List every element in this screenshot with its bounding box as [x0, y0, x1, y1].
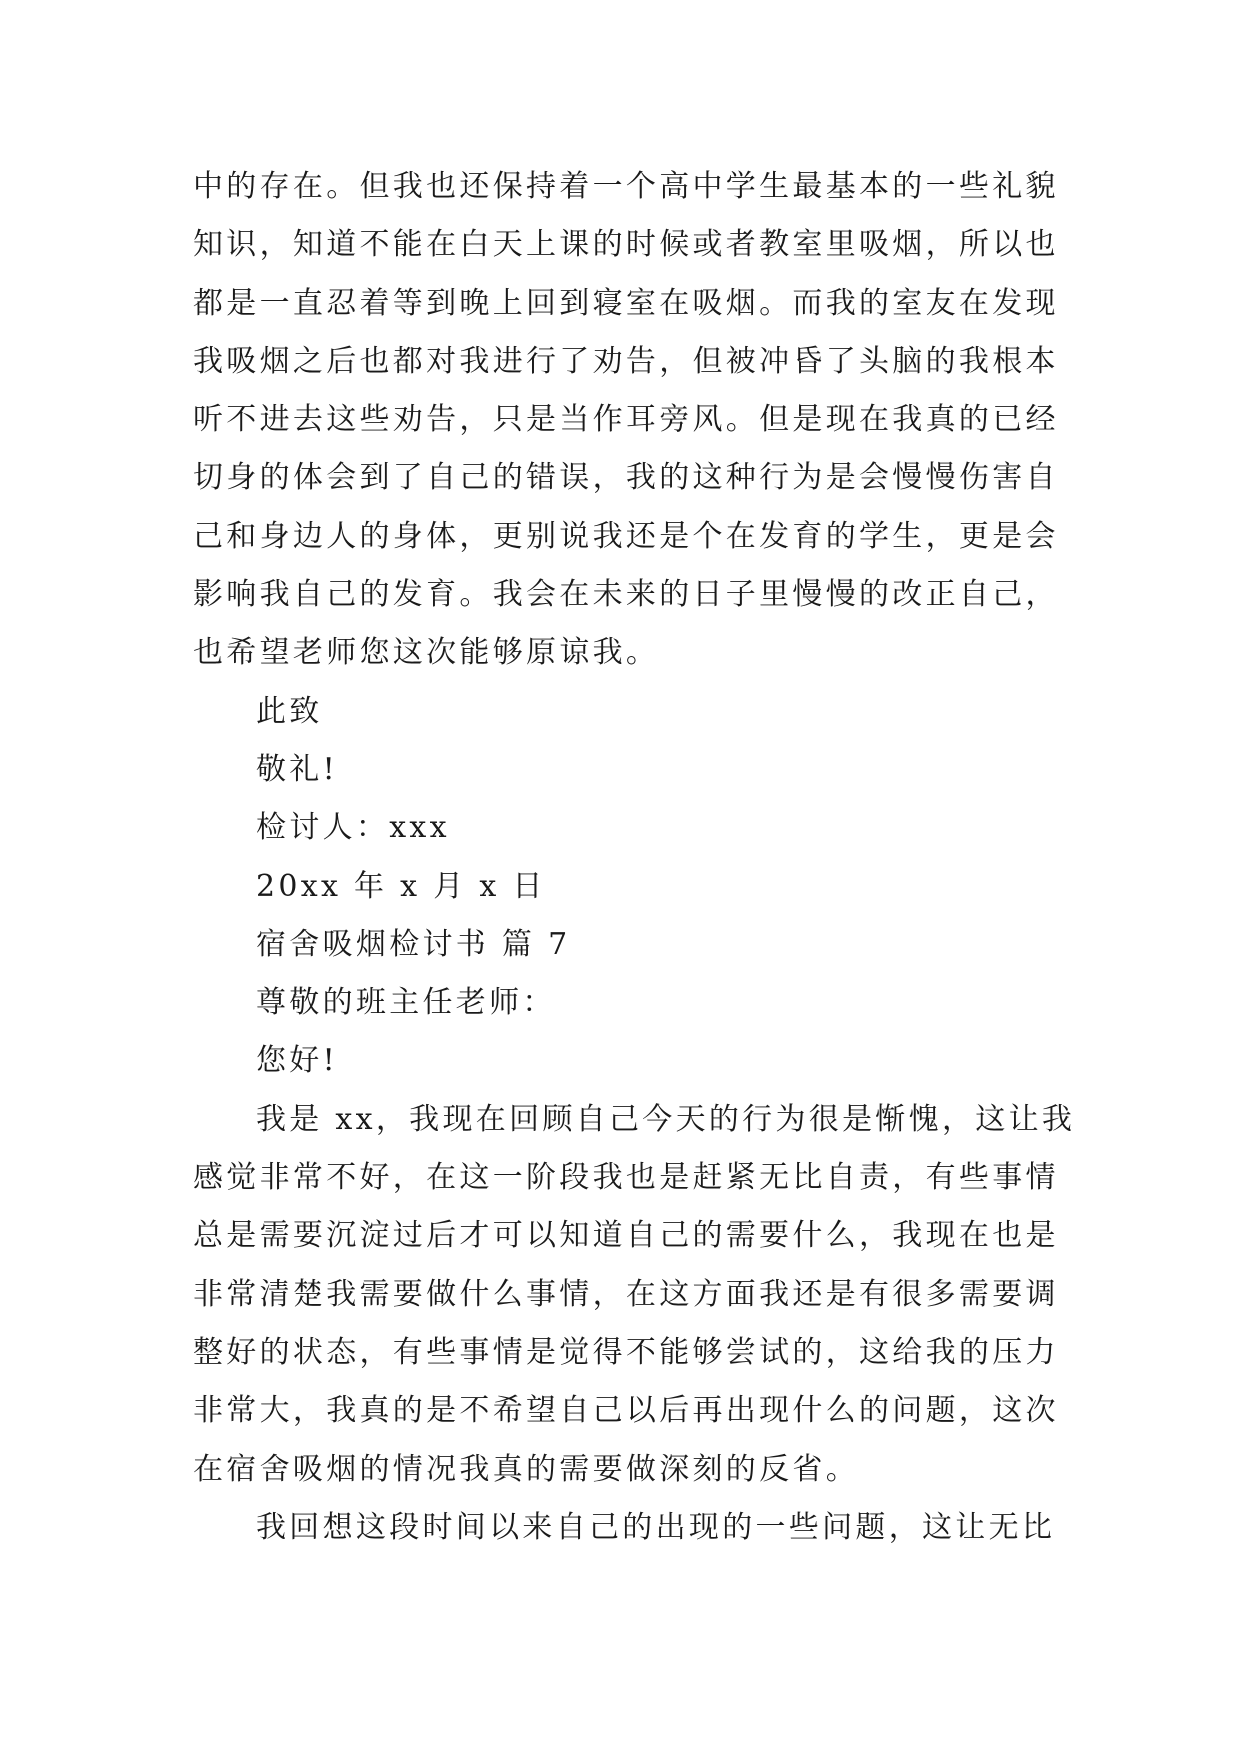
section-title: 宿舍吸烟检讨书 篇 7: [256, 926, 571, 962]
date-line: 20xx 年 x 月 x 日: [256, 868, 546, 904]
text-line: 都是一直忍着等到晚上回到寝室在吸烟。而我的室友在发现: [193, 285, 1059, 321]
text-line: 己和身边人的身体，更别说我还是个在发育的学生，更是会: [193, 518, 1059, 554]
hello-line: 您好!: [256, 1043, 338, 1079]
text-line: 在宿舍吸烟的情况我真的需要做深刻的反省。: [193, 1451, 859, 1487]
text-line: 总是需要沉淀过后才可以知道自己的需要什么，我现在也是: [193, 1218, 1059, 1254]
text-line: 我吸烟之后也都对我进行了劝告，但被冲昏了头脑的我根本: [193, 343, 1059, 379]
text-line: 知识，知道不能在白天上课的时候或者教室里吸烟，所以也: [193, 227, 1059, 263]
signer-line: 检讨人：xxx: [256, 810, 450, 846]
text-line: 非常清楚我需要做什么事情，在这方面我还是有很多需要调: [193, 1276, 1059, 1312]
text-line: 我回想这段时间以来自己的出现的一些问题，这让无比: [256, 1509, 1056, 1545]
text-line: 也希望老师您这次能够原谅我。: [193, 635, 660, 671]
text-line: 感觉非常不好，在这一阶段我也是赶紧无比自责，有些事情: [193, 1160, 1059, 1196]
text-line: 我是 xx，我现在回顾自己今天的行为很是惭愧，这让我: [256, 1101, 1076, 1137]
paragraph-intro: [193, 1091, 1076, 1499]
text-line: 切身的体会到了自己的错误，我的这种行为是会慢慢伤害自: [193, 460, 1059, 496]
text-line: 中的存在。但我也还保持着一个高中学生最基本的一些礼貌: [193, 169, 1059, 204]
closing-regards: 敬礼!: [256, 751, 338, 787]
paragraph-continued: [193, 158, 1059, 683]
text-line: 影响我自己的发育。我会在未来的日子里慢慢的改正自己，: [193, 577, 1059, 613]
text-line: 非常大，我真的是不希望自己以后再出现什么的问题，这次: [193, 1393, 1059, 1429]
closing-salutation: 此致: [256, 693, 323, 729]
text-line: 听不进去这些劝告，只是当作耳旁风。但是现在我真的已经: [193, 402, 1059, 438]
paragraph-reflection: [193, 1499, 1055, 1557]
addressee-line: 尊敬的班主任老师：: [256, 985, 556, 1021]
text-line: 整好的状态，有些事情是觉得不能够尝试的，这给我的压力: [193, 1334, 1059, 1370]
document-page: [193, 158, 1076, 1557]
